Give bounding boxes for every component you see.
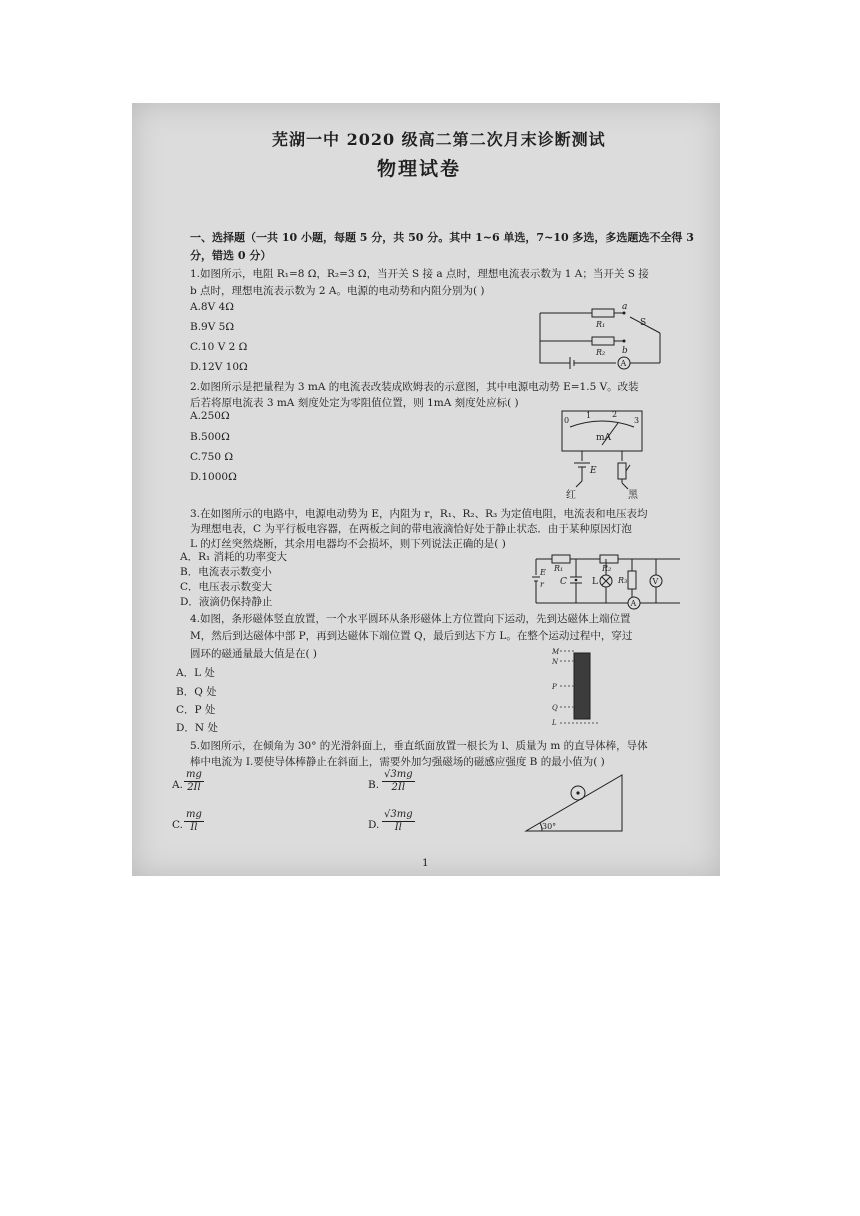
q3-fig-c: C xyxy=(560,577,567,587)
q3-fig-e: E xyxy=(540,568,546,577)
q2-option-d: D.1000Ω xyxy=(190,471,237,483)
q2-scale-2: 2 xyxy=(612,410,618,419)
q5-option-d-prefix: D. xyxy=(368,819,380,831)
exam-title: 芜湖一中 2020 级高二第二次月末诊断测试 xyxy=(272,130,606,149)
q4-stem-line1: 4.如图，条形磁体竖直放置，一个水平圆环从条形磁体上方位置向下运动，先到达磁体上端位置 xyxy=(190,613,631,625)
section-heading-line2: 分，错选 0 分） xyxy=(190,249,272,262)
q5-stem-line1: 5.如图所示，在倾角为 30° 的光滑斜面上，垂直纸面放置一根长为 l、质量为 m 的直导体棒，导体 xyxy=(190,740,648,752)
q5-incline-diagram xyxy=(520,771,630,835)
q5-option-a-numerator: mg xyxy=(186,769,202,780)
q2-scale-3: 3 xyxy=(634,416,640,425)
q1-option-a: A.8V 4Ω xyxy=(190,301,234,313)
q2-stem-line2: 后若将原电流表 3 mA 刻度处定为零阻值位置，则 1mA 刻度处应标( ) xyxy=(190,397,519,409)
q4-option-c: C．P 处 xyxy=(176,704,216,716)
q1-option-c: C.10 V 2 Ω xyxy=(190,341,248,353)
q3-stem-line2: 为理想电表，C 为平行板电容器，在两板之间的带电液滴恰好处于静止状态．由于某种原因灯泡 xyxy=(190,523,632,535)
q5-option-b-numerator: √3mg xyxy=(384,769,413,780)
q5-option-b-denominator: 2Il xyxy=(391,782,406,793)
q2-option-a: A.250Ω xyxy=(190,410,230,422)
q4-fig-m: M xyxy=(552,648,560,656)
q4-fig-n: N xyxy=(552,658,559,666)
q1-option-b: B.9V 5Ω xyxy=(190,321,235,333)
q3-fig-l: L xyxy=(592,577,598,587)
q3-option-a: A．R₁ 消耗的功率变大 xyxy=(180,551,288,563)
q5-option-c-prefix: C. xyxy=(172,819,183,831)
q4-magnet-diagram xyxy=(548,643,608,725)
q3-stem-line1: 3.在如图所示的电路中，电源电动势为 E，内阻为 r，R₁、R₂、R₃ 为定值电阻，电流表和电压表均 xyxy=(190,508,648,520)
q1-stem-line2: b 点时，理想电流表示数为 2 A。电源的电动势和内阻分别为( ) xyxy=(190,285,485,297)
q5-option-c-denominator: Il xyxy=(190,822,198,833)
q2-ohmmeter-diagram xyxy=(552,405,652,499)
section-heading-line1: 一、选择题（一共 10 小题，每题 5 分，共 50 分。其中 1~6 单选，7~10 多选，多选题选不全得 3 xyxy=(190,231,694,244)
q4-fig-q: Q xyxy=(552,704,558,712)
q1-circuit-diagram xyxy=(532,303,672,371)
q3-fig-r2: R₂ xyxy=(602,564,612,573)
q4-option-d: D．N 处 xyxy=(176,722,218,734)
q3-option-d: D．液滴仍保持静止 xyxy=(180,596,273,608)
q3-fig-r1: R₁ xyxy=(554,564,564,573)
q3-fig-r3: R₃ xyxy=(618,576,628,585)
q2-option-c: C.750 Ω xyxy=(190,451,234,463)
q4-option-b: B．Q 处 xyxy=(176,686,217,698)
q5-option-a-prefix: A. xyxy=(172,779,183,791)
q1-fig-label-r2: R₂ xyxy=(596,348,606,357)
q3-fig-voltmeter: V xyxy=(652,577,659,586)
q5-option-c-numerator: mg xyxy=(186,809,202,820)
q2-red-probe-label: 红 xyxy=(566,490,576,499)
q5-option-d-fraction xyxy=(382,809,415,834)
exam-paper-photo xyxy=(132,103,720,876)
q2-stem-line1: 2.如图所示是把量程为 3 mA 的电流表改装成欧姆表的示意图，其中电源电动势 E=1.5 V。改装 xyxy=(190,381,639,393)
q5-option-a-denominator: 2Il xyxy=(187,782,201,793)
q4-stem-line3: 圆环的磁通量最大值是在( ) xyxy=(190,648,318,660)
q5-option-b-prefix: B. xyxy=(368,779,380,791)
q2-unit-label: mA xyxy=(596,433,612,443)
q1-stem-line1: 1.如图所示，电阻 R₁=8 Ω，R₂=3 Ω，当开关 S 接 a 点时，理想电流表示数为 1 A；当开关 S 接 xyxy=(190,268,649,280)
q4-fig-p: P xyxy=(552,683,557,691)
q1-fig-label-b: b xyxy=(622,346,628,356)
page-number: 1 xyxy=(422,857,429,869)
q5-fig-angle-label: 30° xyxy=(542,822,557,831)
q4-option-a: A．L 处 xyxy=(176,667,215,679)
q3-stem-line3: L 的灯丝突然烧断，其余用电器均不会损坏，则下列说法正确的是( ) xyxy=(190,538,506,550)
q3-fig-ammeter: A xyxy=(630,599,637,608)
q2-scale-1: 1 xyxy=(586,411,592,420)
q5-option-d-denominator: Il xyxy=(394,822,402,833)
q5-option-a-fraction xyxy=(184,769,204,794)
q1-fig-label-s: S xyxy=(640,318,647,328)
q5-option-d-numerator: √3mg xyxy=(384,809,413,820)
q3-option-b: B．电流表示数变小 xyxy=(180,566,272,578)
q1-option-d: D.12V 10Ω xyxy=(190,361,248,373)
q3-option-c: C．电压表示数变大 xyxy=(180,581,273,593)
q5-option-b-fraction xyxy=(382,769,415,794)
paper-subtitle: 物理试卷 xyxy=(377,158,462,180)
q4-stem-line2: M，然后到达磁体中部 P，再到达磁体下端位置 Q，最后到达下方 L。在整个运动过程中，穿过 xyxy=(190,630,633,642)
q2-scale-0: 0 xyxy=(564,416,570,425)
q3-circuit-diagram xyxy=(530,551,688,611)
q2-black-probe-label: 黑 xyxy=(628,490,638,499)
q5-stem-line2: 棒中电流为 I.要使导体棒静止在斜面上，需要外加匀强磁场的磁感应强度 B 的最小值为( ) xyxy=(190,756,605,768)
q3-fig-r: r xyxy=(540,580,544,589)
q2-emf-label: E xyxy=(590,466,597,476)
q5-option-c-fraction xyxy=(184,809,204,834)
q4-fig-l: L xyxy=(552,719,557,725)
q2-option-b: B.500Ω xyxy=(190,431,230,443)
q1-fig-label-r1: R₁ xyxy=(596,320,606,329)
q1-fig-label-a: a xyxy=(622,303,628,312)
q1-fig-ammeter-label: A xyxy=(620,359,627,368)
